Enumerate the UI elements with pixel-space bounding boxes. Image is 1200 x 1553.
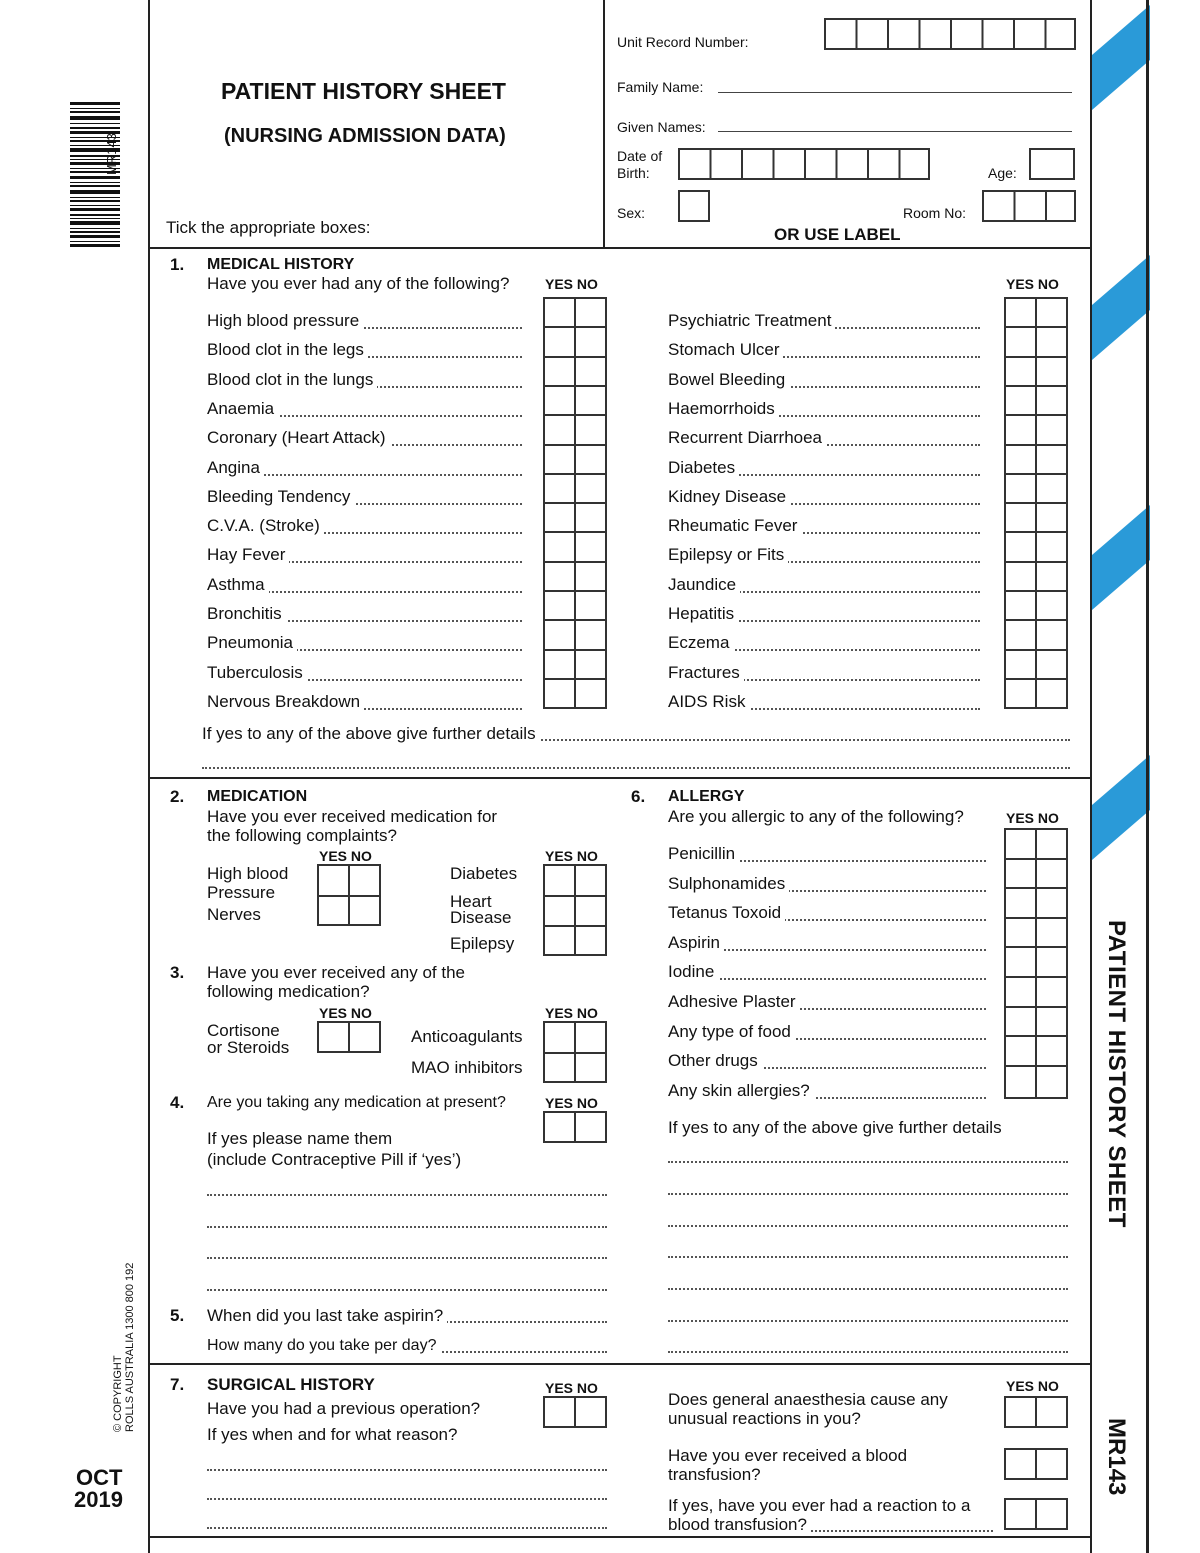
checklist-row: [207, 454, 522, 483]
section4-line-3[interactable]: [207, 1257, 607, 1259]
checkbox-divider: [1006, 1035, 1066, 1037]
checkbox-divider: [545, 649, 605, 651]
page-title: PATIENT HISTORY SHEET: [221, 78, 506, 104]
epilepsy-med-label: Epilepsy: [450, 934, 515, 953]
checklist-row: [668, 600, 980, 629]
allergy-line-6[interactable]: [668, 1320, 1068, 1322]
age-input[interactable]: [1029, 148, 1075, 180]
checklist-row: [668, 899, 986, 928]
checklist-label: Any skin allergies?: [668, 1081, 814, 1101]
checklist-row: [207, 336, 522, 365]
checklist-label: Eczema: [668, 633, 733, 653]
high-blood-label-1: High blood: [207, 864, 289, 883]
checklist-row: [668, 958, 986, 987]
checklist-row: [668, 336, 980, 365]
checklist-label: Penicillin: [668, 844, 739, 864]
checklist-row: [207, 424, 522, 453]
section4-name-2: (include Contraceptive Pill if ‘yes’): [207, 1150, 462, 1169]
transfusion-question-2: transfusion?: [668, 1465, 761, 1484]
section1-question: Have you ever had any of the following?: [207, 274, 510, 293]
checklist-label: Any type of food: [668, 1022, 795, 1042]
section2-heading: MEDICATION: [207, 788, 308, 805]
side-title: PATIENT HISTORY SHEET: [1103, 920, 1130, 1228]
checklist-label: Coronary (Heart Attack): [207, 428, 390, 448]
given-names-input[interactable]: [718, 131, 1072, 132]
date-month: OCT: [76, 1465, 123, 1490]
checklist-label: Angina: [207, 458, 264, 478]
anaesthesia-question-1: Does general anaesthesia cause any: [668, 1390, 948, 1409]
operation-line-3[interactable]: [207, 1527, 607, 1529]
nerves-label: Nerves: [207, 905, 261, 924]
checkbox-divider: [545, 561, 605, 563]
checkbox-divider: [1006, 502, 1066, 504]
checkbox-divider: [545, 356, 605, 358]
section3-checkbox-grid-b[interactable]: [543, 1021, 607, 1083]
checklist-label: Pneumonia: [207, 633, 297, 653]
room-label: Room No:: [903, 205, 967, 221]
checkbox-divider: [545, 619, 605, 621]
transfusion-checkbox[interactable]: [1004, 1448, 1068, 1480]
checklist-row: [207, 307, 522, 336]
checklist-row: [668, 571, 980, 600]
section3-yes-no-b: YES NO: [545, 1005, 598, 1021]
allergy-further-details: If yes to any of the above give further details: [668, 1118, 1002, 1137]
allergy-line-7[interactable]: [668, 1351, 1068, 1353]
medical-left-checkbox-grid[interactable]: [543, 297, 607, 709]
mao-label: MAO inhibitors: [411, 1058, 523, 1077]
checkbox-divider: [1006, 976, 1066, 978]
checkbox-divider: [1006, 946, 1066, 948]
bottom-rule: [148, 1536, 1092, 1538]
heart-disease-label-2: Disease: [450, 908, 512, 927]
checkbox-divider: [1006, 590, 1066, 592]
reaction-question-2: blood transfusion?: [668, 1515, 811, 1535]
section6-yes-no: YES NO: [1006, 810, 1059, 826]
checklist-label: Adhesive Plaster: [668, 992, 800, 1012]
checklist-label: Jaundice: [668, 575, 740, 595]
per-day-question: How many do you take per day?: [207, 1336, 440, 1356]
checklist-label: Bleeding Tendency: [207, 487, 354, 507]
allergy-line-3[interactable]: [668, 1225, 1068, 1227]
medical-further-details: If yes to any of the above give further details: [202, 724, 540, 744]
section1-yes-no-right: YES NO: [1006, 276, 1059, 292]
checklist-label: Hepatitis: [668, 604, 738, 624]
use-label-text: OR USE LABEL: [774, 225, 901, 244]
section3-question-1: Have you ever received any of the: [207, 963, 465, 982]
section4-line-4[interactable]: [207, 1289, 607, 1291]
checklist-row: [207, 659, 522, 688]
family-name-label: Family Name:: [617, 79, 704, 95]
checkbox-divider: [1006, 473, 1066, 475]
checkbox-divider: [1006, 917, 1066, 919]
sex-input[interactable]: [678, 190, 710, 222]
diabetes-label: Diabetes: [450, 864, 518, 883]
instructions-text: Tick the appropriate boxes:: [166, 218, 371, 237]
checklist-label: Fractures: [668, 663, 744, 683]
checklist-label: Recurrent Diarrhoea: [668, 428, 826, 448]
given-names-label: Given Names:: [617, 119, 706, 135]
right-edge-line: [1146, 0, 1149, 1553]
section1-number: 1.: [170, 255, 185, 274]
checklist-label: AIDS Risk: [668, 692, 749, 712]
section2-checkbox-grid-a[interactable]: [317, 864, 381, 926]
section7-heading: SURGICAL HISTORY: [207, 1375, 375, 1394]
reaction-question-1: If yes, have you ever had a reaction to a: [668, 1496, 971, 1515]
checklist-row: [207, 688, 522, 717]
allergy-checkbox-grid[interactable]: [1004, 828, 1068, 1099]
section1-bottom-rule: [148, 777, 1092, 779]
checklist-row: [668, 688, 980, 717]
high-blood-label-2: Pressure: [207, 883, 276, 902]
checklist-label: C.V.A. (Stroke): [207, 516, 324, 536]
section4-question: Are you taking any medication at present?: [207, 1094, 506, 1111]
checkbox-divider: [545, 326, 605, 328]
checklist-row: [207, 512, 522, 541]
checklist-label: Asthma: [207, 575, 269, 595]
checklist-row: [207, 483, 522, 512]
section6-question: Are you allergic to any of the following?: [668, 807, 964, 826]
section2-question-2: the following complaints?: [207, 826, 397, 845]
checklist-label: Tetanus Toxoid: [668, 903, 785, 923]
checkbox-divider: [1006, 356, 1066, 358]
checklist-row: [668, 454, 980, 483]
operation-reason-question: If yes when and for what reason?: [207, 1425, 458, 1444]
checklist-label: Diabetes: [668, 458, 739, 478]
section4-line-1[interactable]: [207, 1194, 607, 1196]
checkbox-divider: [545, 444, 605, 446]
operation-line-2[interactable]: [207, 1498, 607, 1500]
section1-heading: MEDICAL HISTORY: [207, 256, 355, 273]
header-bottom-rule: [148, 247, 1092, 249]
section3-question-2: following medication?: [207, 982, 370, 1001]
cortisone-checkbox[interactable]: [317, 1021, 381, 1053]
section2-yes-no-a: YES NO: [319, 848, 372, 864]
checkbox-divider: [1006, 561, 1066, 563]
allergy-line-1[interactable]: [668, 1161, 1068, 1163]
section2-question-1: Have you ever received medication for: [207, 807, 498, 826]
checklist-label: Blood clot in the lungs: [207, 370, 377, 390]
checklist-label: Sulphonamides: [668, 874, 789, 894]
checkbox-divider: [1006, 619, 1066, 621]
checkbox-divider: [545, 531, 605, 533]
operation-line-1[interactable]: [207, 1469, 607, 1471]
section6-heading: ALLERGY: [668, 788, 745, 805]
checklist-label: Bronchitis: [207, 604, 286, 624]
checklist-row: [668, 541, 980, 570]
copyright-line-2: ROLLS AUSTRALIA 1300 800 192: [124, 1262, 136, 1432]
medical-details-line-2[interactable]: [202, 767, 1070, 769]
room-input[interactable]: [982, 190, 1076, 222]
family-name-input[interactable]: [718, 92, 1072, 93]
checklist-label: Bowel Bleeding: [668, 370, 789, 390]
dob-input[interactable]: [678, 148, 930, 180]
previous-operation-checkbox[interactable]: [543, 1396, 607, 1428]
checklist-label: Haemorrhoids: [668, 399, 779, 419]
header-divider: [603, 0, 605, 248]
checklist-label: Iodine: [668, 962, 718, 982]
checkbox-divider: [545, 385, 605, 387]
section4-name-1: If yes please name them: [207, 1129, 393, 1148]
checkbox-divider: [1006, 531, 1066, 533]
checklist-row: [668, 659, 980, 688]
checkbox-divider: [1006, 858, 1066, 860]
checklist-row: [207, 366, 522, 395]
checklist-row: [668, 395, 980, 424]
unit-record-label: Unit Record Number:: [617, 34, 749, 50]
heart-disease-label-1: Heart: [450, 892, 492, 911]
section4-yes-no: YES NO: [545, 1095, 598, 1111]
checklist-row: [668, 1077, 986, 1106]
checklist-label: High blood pressure: [207, 311, 363, 331]
allergy-line-4[interactable]: [668, 1256, 1068, 1258]
unit-record-input[interactable]: [824, 18, 1076, 50]
checklist-row: [207, 571, 522, 600]
margin-form-code: MR143: [104, 133, 119, 175]
section6-number: 6.: [631, 787, 646, 806]
section4-line-2[interactable]: [207, 1226, 607, 1228]
checklist-label: Stomach Ulcer: [668, 340, 783, 360]
section7-yes-no: YES NO: [545, 1380, 598, 1396]
checklist-row: [207, 541, 522, 570]
checkbox-divider: [1006, 1006, 1066, 1008]
checklist-label: Rheumatic Fever: [668, 516, 801, 536]
checklist-row: [668, 840, 986, 869]
anaesthesia-question-2: unusual reactions in you?: [668, 1409, 861, 1428]
side-stripe: [1092, 0, 1150, 1553]
sex-label: Sex:: [617, 205, 646, 221]
section5-number: 5.: [170, 1306, 185, 1325]
dob-label-2: Birth:: [617, 165, 650, 181]
checklist-row: [668, 988, 986, 1017]
checklist-row: [668, 512, 980, 541]
checklist-label: Other drugs: [668, 1051, 762, 1071]
aspirin-question: When did you last take aspirin?: [207, 1306, 447, 1326]
checklist-row: [668, 629, 980, 658]
checklist-row: [668, 307, 980, 336]
dob-label-1: Date of: [617, 148, 663, 164]
section4-checkbox[interactable]: [543, 1111, 607, 1143]
checklist-row: [668, 1018, 986, 1047]
section7-number: 7.: [170, 1375, 185, 1394]
cortisone-label-1: Cortisone: [207, 1021, 280, 1040]
checkbox-divider: [545, 473, 605, 475]
reaction-checkbox[interactable]: [1004, 1498, 1068, 1530]
checklist-label: Psychiatric Treatment: [668, 311, 835, 331]
allergy-line-5[interactable]: [668, 1288, 1068, 1290]
page-subtitle: (NURSING ADMISSION DATA): [224, 125, 506, 147]
checklist-row: [207, 600, 522, 629]
section2-number: 2.: [170, 787, 185, 806]
section7-yes-no-right: YES NO: [1006, 1378, 1059, 1394]
checklist-row: [668, 483, 980, 512]
copyright-line-1: © COPYRIGHT: [112, 1355, 124, 1432]
checkbox-divider: [1006, 326, 1066, 328]
checkbox-divider: [545, 590, 605, 592]
checklist-row: [207, 629, 522, 658]
checklist-row: [668, 1047, 986, 1076]
anaesthesia-checkbox[interactable]: [1004, 1396, 1068, 1428]
checklist-label: Anaemia: [207, 399, 278, 419]
previous-operation-question: Have you had a previous operation?: [207, 1399, 481, 1418]
section3-number: 3.: [170, 963, 185, 982]
section3-yes-no-a: YES NO: [319, 1005, 372, 1021]
checklist-label: Hay Fever: [207, 545, 289, 565]
checkbox-divider: [545, 414, 605, 416]
checklist-label: Aspirin: [668, 933, 724, 953]
checkbox-divider: [1006, 1065, 1066, 1067]
section2-checkbox-grid-b[interactable]: [543, 864, 607, 956]
section4-number: 4.: [170, 1093, 185, 1112]
age-label: Age:: [988, 165, 1017, 181]
section1-yes-no-left: YES NO: [545, 276, 598, 292]
medical-right-checkbox-grid[interactable]: [1004, 297, 1068, 709]
checklist-label: Nervous Breakdown: [207, 692, 364, 712]
checkbox-divider: [1006, 385, 1066, 387]
checkbox-divider: [545, 502, 605, 504]
allergy-line-2[interactable]: [668, 1193, 1068, 1195]
checklist-label: Tuberculosis: [207, 663, 307, 683]
checkbox-divider: [1006, 649, 1066, 651]
checkbox-divider: [545, 678, 605, 680]
checklist-row: [207, 395, 522, 424]
anticoagulants-label: Anticoagulants: [411, 1027, 523, 1046]
transfusion-question-1: Have you ever received a blood: [668, 1446, 908, 1465]
checklist-label: Blood clot in the legs: [207, 340, 368, 360]
section7-top-rule: [148, 1363, 1092, 1365]
date-year: 2019: [74, 1487, 123, 1512]
checklist-row: [668, 424, 980, 453]
section2-yes-no-b: YES NO: [545, 848, 598, 864]
checklist-row: [668, 366, 980, 395]
checklist-label: Kidney Disease: [668, 487, 790, 507]
checkbox-divider: [1006, 444, 1066, 446]
side-code: MR143: [1103, 1418, 1130, 1496]
checkbox-divider: [1006, 678, 1066, 680]
checklist-label: Epilepsy or Fits: [668, 545, 788, 565]
checkbox-divider: [1006, 414, 1066, 416]
checkbox-divider: [1006, 887, 1066, 889]
cortisone-label-2: or Steroids: [207, 1038, 290, 1057]
checklist-row: [668, 870, 986, 899]
checklist-row: [668, 929, 986, 958]
